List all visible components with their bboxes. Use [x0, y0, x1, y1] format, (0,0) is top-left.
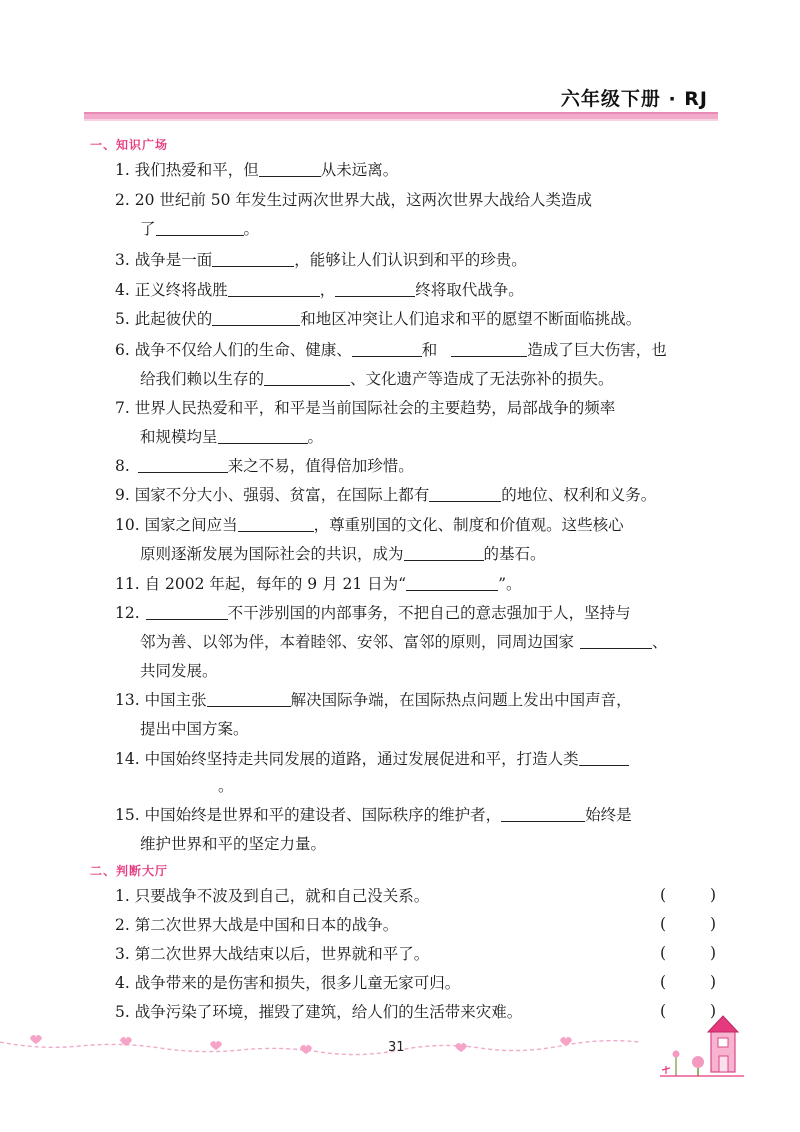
question-11: [115, 574, 522, 594]
answer-blank[interactable]: [156, 220, 244, 236]
question-text: 和: [421, 341, 438, 359]
question-text: 10. 国家之间应当: [115, 516, 238, 534]
section-heading-judgment: 二、判断大厅: [90, 864, 169, 878]
question-text: 、文化遗产等造成了无法弥补的损失。: [350, 370, 614, 388]
answer-blank[interactable]: [207, 691, 291, 707]
question-3: [115, 250, 527, 270]
judgment-item-1: 1. 只要战争不波及到自己，就和自己没关系。: [115, 887, 430, 905]
question-text: 造成了巨大伤害，也: [527, 341, 667, 359]
question-1: [115, 160, 398, 180]
question-text: 4. 正义终将战胜: [115, 281, 228, 299]
question-text: 11. 自 2002 年起，每年的 9 月 21 日为“: [115, 575, 407, 593]
question-text: 12.: [115, 604, 140, 622]
answer-blank[interactable]: [228, 281, 320, 297]
question-text: 15. 中国始终是世界和平的建设者、国际秩序的维护者，: [115, 806, 502, 824]
question-12: [115, 603, 631, 623]
question-text: 解决国际争端，在国际热点问题上发出中国声音，: [290, 691, 632, 709]
question-6: [115, 340, 667, 360]
question-text: 5. 此起彼伏的: [115, 310, 213, 328]
answer-parens[interactable]: [660, 973, 716, 991]
judgment-item-2: 2. 第二次世界大战是中国和日本的战争。: [115, 916, 399, 934]
question-text: 从未远离。: [320, 161, 399, 179]
paren-open: (: [660, 944, 667, 962]
question-2-continuation: [140, 219, 259, 239]
question-text: 的地位、权利和义务。: [501, 486, 657, 504]
answer-blank[interactable]: [212, 251, 294, 267]
paren-open: (: [660, 1002, 667, 1020]
question-text: 8.: [115, 457, 130, 475]
question-10: [115, 515, 624, 535]
question-text: 终将取代战争。: [415, 281, 524, 299]
question-15-continuation: [140, 834, 326, 854]
paren-open: (: [660, 915, 667, 933]
question-9: [115, 485, 656, 505]
answer-blank[interactable]: [218, 428, 308, 444]
answer-blank[interactable]: [352, 341, 422, 357]
section-heading-knowledge: 一、知识广场: [90, 138, 169, 152]
answer-parens[interactable]: [660, 915, 716, 933]
paren-open: (: [660, 886, 667, 904]
page-number: 31: [388, 1040, 405, 1055]
paren-close: ): [709, 973, 716, 991]
question-text: 提出中国方案。: [140, 720, 249, 738]
judgment-item-4: 4. 战争带来的是伤害和损失，很多儿童无家可归。: [115, 974, 461, 992]
answer-blank[interactable]: [580, 633, 652, 649]
answer-blank[interactable]: [406, 575, 498, 591]
question-text: 共同发展。: [140, 662, 218, 680]
paren-close: ): [709, 886, 716, 904]
header-title: 六年级下册 · RJ: [560, 88, 708, 110]
answer-blank[interactable]: [238, 516, 314, 532]
question-text: 了: [140, 220, 156, 238]
question-10-continuation: [140, 544, 546, 564]
question-14-continuation: [140, 776, 234, 796]
question-text: 、: [652, 633, 668, 651]
answer-blank[interactable]: [501, 806, 585, 822]
answer-parens[interactable]: [660, 886, 716, 904]
question-text: 。: [307, 428, 324, 446]
question-text: 。: [218, 777, 234, 795]
answer-blank[interactable]: [429, 486, 501, 502]
question-text: 1. 我们热爱和平，但: [115, 161, 259, 179]
question-text: 维护世界和平的坚定力量。: [140, 835, 327, 853]
question-8: [115, 456, 414, 476]
question-text: 的基石。: [483, 545, 546, 563]
question-text: 9. 国家不分大小、强弱、贫富，在国际上都有: [115, 486, 430, 504]
paren-open: (: [660, 973, 667, 991]
answer-blank[interactable]: [404, 545, 484, 561]
question-text: 2. 20 世纪前 50 年发生过两次世界大战，这两次世界大战给人类造成: [115, 191, 592, 209]
answer-blank[interactable]: [264, 370, 350, 386]
question-7-continuation: [140, 427, 323, 447]
judgment-item-5: 5. 战争污染了环境，摧毁了建筑，给人们的生活带来灾难。: [115, 1003, 523, 1021]
question-15: [115, 805, 632, 825]
question-12-continuation-2: [140, 661, 218, 681]
question-text: 7. 世界人民热爱和平，和平是当前国际社会的主要趋势，局部战争的频率: [115, 399, 616, 417]
answer-blank[interactable]: [138, 457, 228, 473]
question-text: ，尊重别国的文化、制度和价值观。这些核心: [313, 516, 624, 534]
question-text: 邻为善、以邻为伴，本着睦邻、安邻、富邻的原则，同周边国家: [140, 633, 575, 651]
question-4: [115, 280, 524, 300]
question-6-continuation: [140, 369, 614, 389]
question-text: 。: [243, 220, 260, 238]
question-text: 3. 战争是一面: [115, 251, 213, 269]
paren-close: ): [709, 1002, 716, 1020]
question-text: 6. 战争不仅给人们的生命、健康、: [115, 341, 352, 359]
question-13: [115, 690, 632, 710]
answer-blank[interactable]: [335, 281, 415, 297]
answer-blank[interactable]: [451, 341, 527, 357]
answer-blank[interactable]: [579, 750, 629, 766]
paren-close: ): [709, 915, 716, 933]
question-14: [115, 749, 629, 769]
question-text: 原则逐渐发展为国际社会的共识，成为: [140, 545, 404, 563]
answer-parens[interactable]: [660, 944, 716, 962]
judgment-item-3: 3. 第二次世界大战结束以后，世界就和平了。: [115, 945, 430, 963]
question-text: 来之不易，值得倍加珍惜。: [227, 457, 414, 475]
question-7: [115, 398, 615, 418]
question-text: 和地区冲突让人们追求和平的愿望不断面临挑战。: [300, 310, 642, 328]
question-text: 和规模均呈: [140, 428, 218, 446]
question-text: 13. 中国主张: [115, 691, 207, 709]
answer-blank[interactable]: [212, 310, 300, 326]
question-text: 14. 中国始终坚持走共同发展的道路，通过发展促进和平，打造人类: [115, 750, 579, 768]
question-text: 不干涉别国的内部事务，不把自己的意志强加于人，坚持与: [227, 604, 631, 622]
header-rule: [84, 112, 718, 121]
question-text: 给我们赖以生存的: [140, 370, 265, 388]
answer-blank[interactable]: [259, 161, 321, 177]
question-2: [115, 190, 592, 210]
answer-blank[interactable]: [146, 604, 228, 620]
question-text: 始终是: [585, 806, 632, 824]
question-5: [115, 309, 641, 329]
question-text: ”。: [498, 575, 522, 593]
paren-close: ): [709, 944, 716, 962]
question-12-continuation: [140, 632, 668, 652]
question-13-continuation: [140, 719, 249, 739]
question-text: ，能够让人们认识到和平的珍贵。: [294, 251, 527, 269]
house-illustration: [656, 1010, 746, 1080]
answer-blank-spacer: [140, 778, 218, 793]
question-text: ，: [319, 281, 336, 299]
